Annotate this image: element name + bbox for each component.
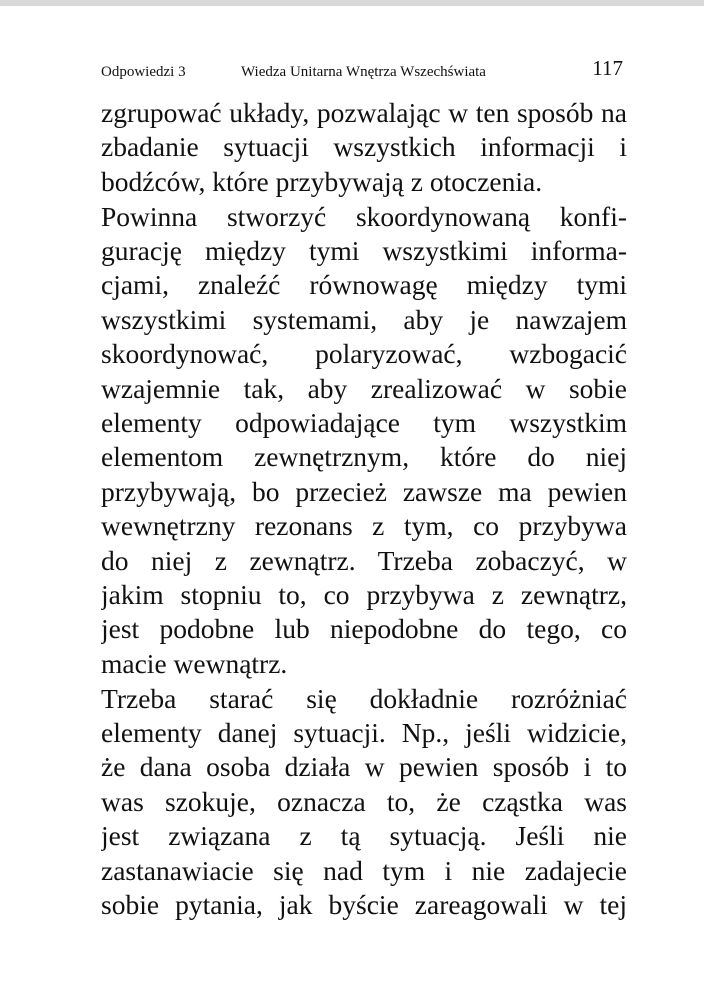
text-line: wewnętrzny rezonans z tym, co przybywa xyxy=(101,510,627,542)
text-line: bodźców, które przybywają z otoczenia. xyxy=(101,165,543,197)
text-line: elementy danej sytuacji. Np., jeśli widzicie, xyxy=(101,717,627,749)
text-line: Trzeba starać się dokładnie rozróżniać xyxy=(101,682,627,714)
text-line: sobie pytania, jak byście zareagowali w tej xyxy=(101,888,627,920)
paragraph xyxy=(101,96,627,199)
text-line: jest związana z tą sytuacją. Jeśli nie xyxy=(101,820,627,852)
text-line: gurację między tymi wszystkimi informa- xyxy=(101,235,627,267)
text-line: do niej z zewnątrz. Trzeba zobaczyć, w xyxy=(101,544,627,576)
text-line: was szokuje, oznacza to, że cząstka was xyxy=(101,785,627,817)
text-line: macie wewnątrz. xyxy=(101,647,288,679)
text-line: że dana osoba działa w pewien sposób i to xyxy=(101,751,627,783)
text-line: elementom zewnętrznym, które do niej xyxy=(101,441,627,473)
text-line: skoordynować, polaryzować, wzbogacić xyxy=(101,338,627,370)
text-line: wzajemnie tak, aby zrealizować w sobie xyxy=(101,372,627,404)
paragraph xyxy=(101,682,627,923)
page-number: 117 xyxy=(592,56,623,80)
page-body xyxy=(101,96,627,922)
header-book-title: Wiedza Unitarna Wnętrza Wszechświata xyxy=(241,64,486,80)
paragraph xyxy=(101,200,627,681)
book-page xyxy=(0,6,704,1007)
text-line: wszystkimi systemami, aby je nawzajem xyxy=(101,303,627,335)
text-line: przybywają, bo przecież zawsze ma pewien xyxy=(101,475,627,507)
text-line: elementy odpowiadające tym wszystkim xyxy=(101,407,627,439)
text-line: jakim stopniu to, co przybywa z zewnątrz, xyxy=(101,578,627,610)
text-line: jest podobne lub niepodobne do tego, co xyxy=(101,613,627,645)
running-header xyxy=(101,56,625,84)
text-line: cjami, znaleźć równowagę między tymi xyxy=(101,269,627,301)
header-section: Odpowiedzi 3 xyxy=(101,64,186,80)
text-line: zastanawiacie się nad tym i nie zadajecie xyxy=(101,854,627,886)
text-line: zbadanie sytuacji wszystkich informacji i xyxy=(101,131,627,163)
text-line: Powinna stworzyć skoordynowaną konfi- xyxy=(101,200,627,232)
text-line: zgrupować układy, pozwalając w ten sposób na xyxy=(101,97,627,128)
